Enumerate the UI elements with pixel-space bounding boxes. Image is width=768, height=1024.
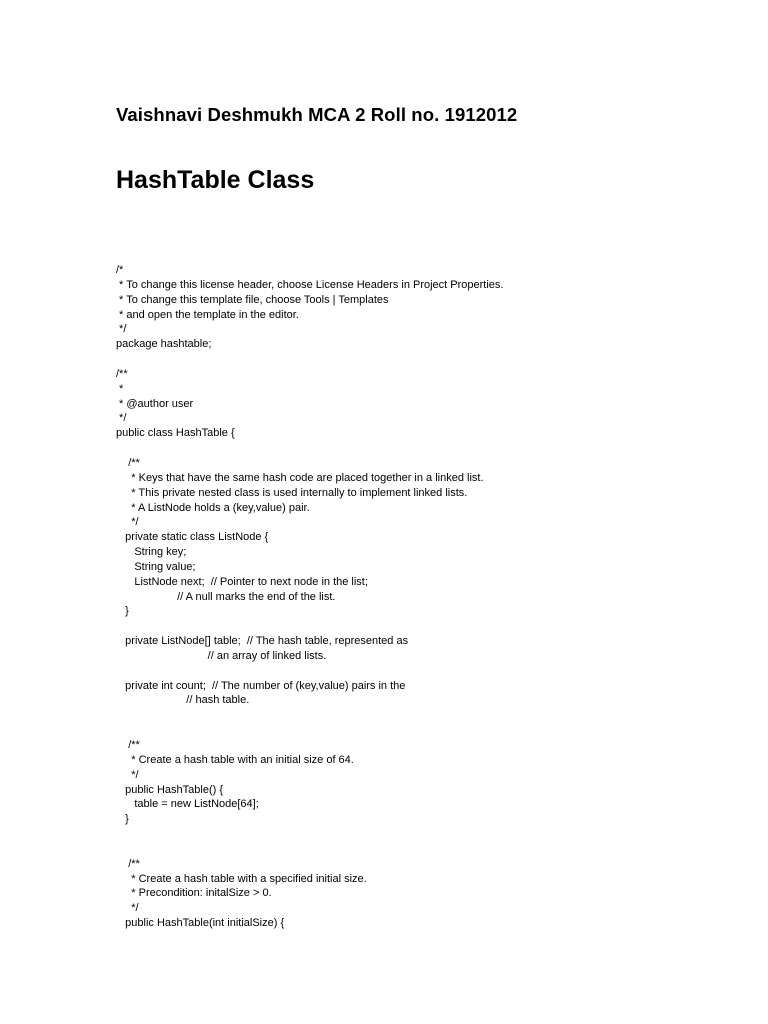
code-line: * @author user (116, 397, 194, 410)
code-line: } (116, 605, 129, 618)
code-line: * and open the template in the editor. (116, 308, 299, 321)
code-line: // hash table. (116, 694, 250, 707)
code-line: */ (116, 323, 127, 336)
code-line: /** (116, 739, 140, 751)
code-line: private static class ListNode { (116, 531, 269, 544)
code-line: */ (116, 902, 139, 915)
code-listing (116, 263, 503, 931)
code-line: String value; (116, 560, 196, 573)
code-line (116, 842, 503, 857)
code-line (116, 352, 503, 367)
code-line: */ (116, 412, 127, 425)
code-line: public HashTable() { (116, 783, 223, 796)
code-line: table = new ListNode[64]; (116, 798, 259, 811)
code-line: public HashTable(int initialSize) { (116, 917, 285, 930)
code-line (116, 441, 503, 456)
code-line: // A null marks the end of the list. (116, 590, 336, 603)
code-line (116, 723, 503, 738)
code-line: */ (116, 768, 139, 781)
code-line (116, 708, 503, 723)
code-line: * To change this template file, choose Tools | Templates (116, 293, 389, 306)
code-line: * Create a hash table with an initial size of 64. (116, 753, 354, 766)
code-line: * This private nested class is used internally to implement linked lists. (116, 486, 468, 499)
code-line: // an array of linked lists. (116, 649, 327, 662)
code-line: /** (116, 367, 128, 380)
code-line: private int count; // The number of (key,value) pairs in the (116, 679, 406, 692)
code-line: * Create a hash table with a specified initial size. (116, 872, 367, 885)
code-line: /** (116, 456, 140, 469)
code-line: } (116, 813, 129, 826)
code-line: /** (116, 857, 140, 870)
code-line: * Precondition: initalSize > 0. (116, 887, 272, 900)
document-title: HashTable Class (116, 166, 315, 194)
code-line (116, 827, 503, 842)
code-line: */ (116, 516, 139, 529)
code-line: /* (116, 264, 124, 276)
code-line: package hashtable; (116, 338, 212, 351)
code-line: String key; (116, 546, 187, 559)
author-line: Vaishnavi Deshmukh MCA 2 Roll no. 1912012 (116, 104, 518, 125)
code-line: * A ListNode holds a (key,value) pair. (116, 501, 310, 514)
code-line: * Keys that have the same hash code are placed together in a linked list. (116, 471, 484, 484)
code-line: public class HashTable { (116, 427, 235, 440)
code-line: ListNode next; // Pointer to next node in the list; (116, 575, 368, 588)
code-line: private ListNode[] table; // The hash table, represented as (116, 635, 409, 648)
code-line: * To change this license header, choose License Headers in Project Properties. (116, 278, 504, 291)
code-line (116, 619, 503, 634)
code-line (116, 664, 503, 679)
code-line: * (116, 382, 124, 395)
